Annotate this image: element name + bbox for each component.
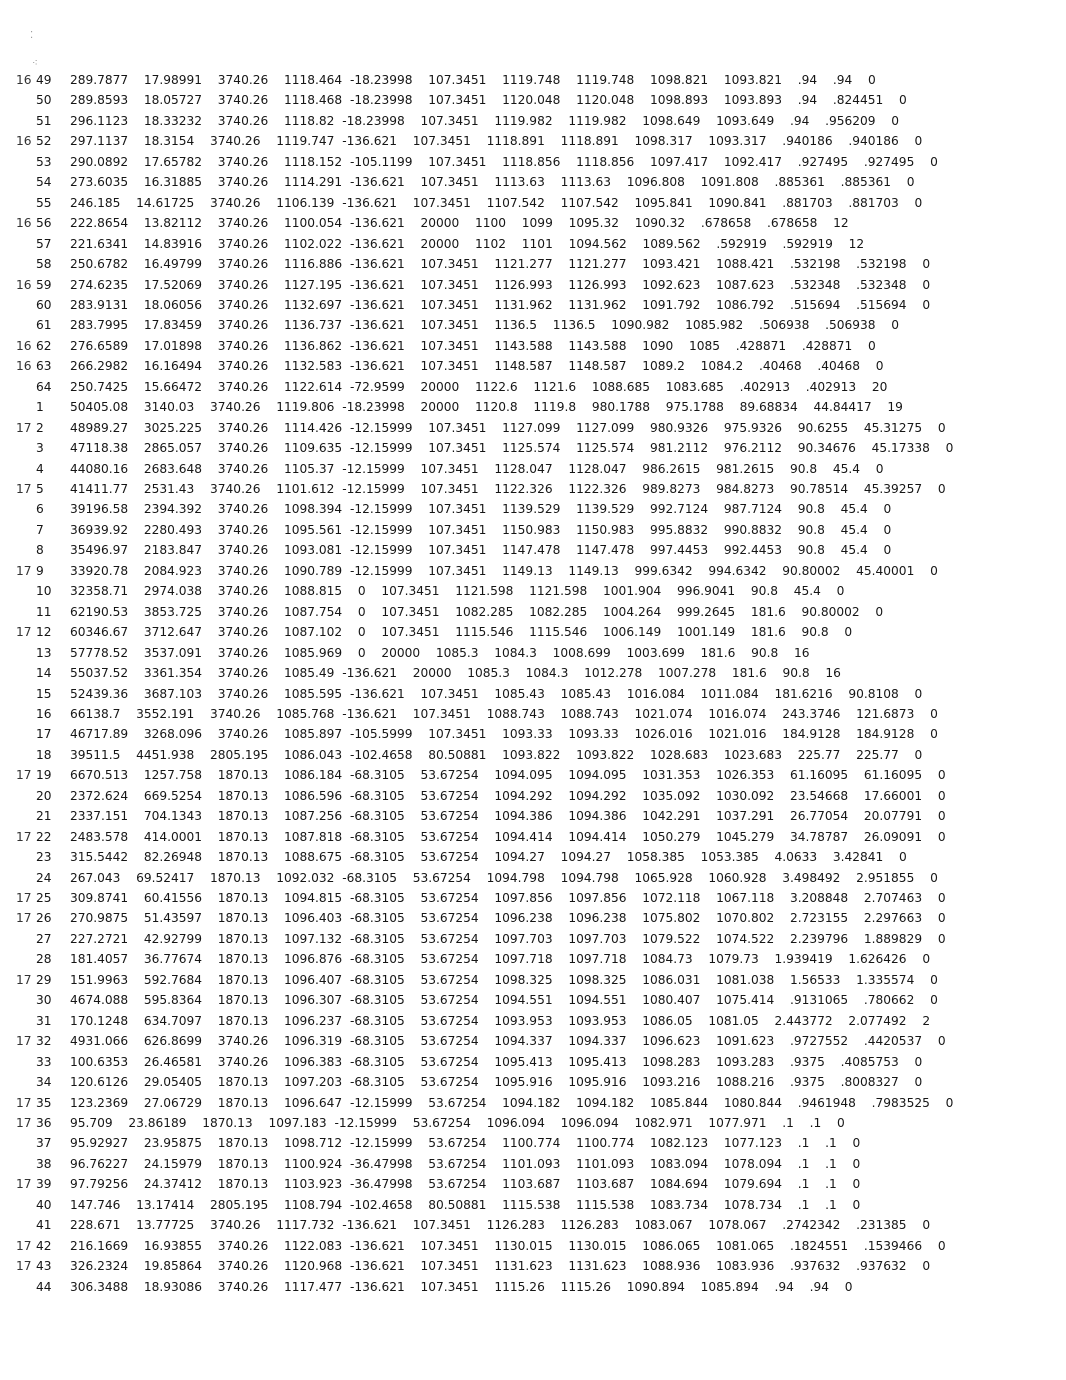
row-index: 4 xyxy=(36,461,44,476)
row-values: 47118.38 2865.057 3740.26 1109.635 -12.15999 107.3451 1125.574 1125.574 981.2112 976.2112 90.34676 45.17338 0 xyxy=(70,441,954,456)
row-index: 8 xyxy=(36,543,44,558)
row-index: 60 xyxy=(36,297,52,312)
row-values: 250.6782 16.49799 3740.26 1116.886 -136.621 107.3451 1121.277 1121.277 1093.421 1088.421 .532198 .532198 0 xyxy=(70,257,931,272)
row-values: 309.8741 60.41556 1870.13 1094.815 -68.3105 53.67254 1097.856 1097.856 1072.118 1067.118 3.208848 2.707463 0 xyxy=(70,891,946,905)
row-index: 37 xyxy=(36,1136,52,1151)
row-values: 44080.16 2683.648 3740.26 1105.37 -12.15999 107.3451 1128.047 1128.047 986.2615 981.2615 90.8 45.4 0 xyxy=(70,461,884,476)
row-group-number: 17 xyxy=(16,1177,32,1192)
row-index: 41 xyxy=(36,1218,52,1233)
scan-mark: ⁖ xyxy=(32,58,38,69)
row-values: 41411.77 2531.43 3740.26 1101.612 -12.15999 107.3451 1122.326 1122.326 989.8273 984.8273 90.78514 45.39257 0 xyxy=(70,482,946,496)
row-group-number: 17 xyxy=(16,482,32,496)
row-values: 290.0892 17.65782 3740.26 1118.152 -105.1199 107.3451 1118.856 1118.856 1097.417 1092.417 .927495 .927495 0 xyxy=(70,154,938,169)
row-index: 62 xyxy=(36,338,52,353)
row-values: 66138.7 3552.191 3740.26 1085.768 -136.621 107.3451 1088.743 1088.743 1021.074 1016.074 243.3746 121.6873 0 xyxy=(70,706,938,721)
row-index: 54 xyxy=(36,175,52,190)
row-values: 283.7995 17.83459 3740.26 1136.737 -136.621 107.3451 1136.5 1136.5 1090.982 1085.982 .506938 .506938 0 xyxy=(70,318,900,333)
row-values: 246.185 14.61725 3740.26 1106.139 -136.621 107.3451 1107.542 1107.542 1095.841 1090.841 .881703 .881703 0 xyxy=(70,195,923,210)
row-values: 267.043 69.52417 1870.13 1092.032 -68.3105 53.67254 1094.798 1094.798 1065.928 1060.928 3.498492 2.951855 0 xyxy=(70,870,938,885)
row-values: 2372.624 669.5254 1870.13 1086.596 -68.3105 53.67254 1094.292 1094.292 1035.092 1030.092 23.54668 17.66001 0 xyxy=(70,788,946,803)
row-values: 100.6353 26.46581 3740.26 1096.383 -68.3105 53.67254 1095.413 1095.413 1098.283 1093.283 .9375 .4085753 0 xyxy=(70,1054,923,1069)
row-values: 123.2369 27.06729 1870.13 1096.647 -12.15999 53.67254 1094.182 1094.182 1085.844 1080.844 .9461948 .7983525 0 xyxy=(70,1095,954,1110)
row-index: 19 xyxy=(36,768,52,783)
row-index: 33 xyxy=(36,1054,52,1069)
row-index: 36 xyxy=(36,1115,52,1130)
row-index: 15 xyxy=(36,686,52,701)
row-index: 61 xyxy=(36,318,52,333)
row-values: 97.79256 24.37412 1870.13 1103.923 -36.47998 53.67254 1103.687 1103.687 1084.694 1079.694 .1 .1 0 xyxy=(70,1177,861,1192)
row-values: 95.709 23.86189 1870.13 1097.183 -12.15999 53.67254 1096.094 1096.094 1082.971 1077.971 .1 .1 0 xyxy=(70,1115,845,1130)
row-index: 21 xyxy=(36,809,52,824)
row-index: 29 xyxy=(36,972,52,987)
row-index: 20 xyxy=(36,788,52,803)
row-values: 222.8654 13.82112 3740.26 1100.054 -136.621 20000 1100 1099 1095.32 1090.32 .678658 .678658 12 xyxy=(70,216,849,231)
row-group-number: 17 xyxy=(16,972,32,987)
scan-mark: ⁚ xyxy=(30,30,34,41)
row-index: 53 xyxy=(36,154,52,169)
row-values: 250.7425 15.66472 3740.26 1122.614 -72.9599 20000 1122.6 1121.6 1088.685 1083.685 .402913 .402913 20 xyxy=(70,379,888,394)
row-index: 10 xyxy=(36,584,52,599)
row-values: 39196.58 2394.392 3740.26 1098.394 -12.15999 107.3451 1139.529 1139.529 992.7124 987.7124 90.8 45.4 0 xyxy=(70,502,892,517)
row-values: 32358.71 2974.038 3740.26 1088.815 0 107.3451 1121.598 1121.598 1001.904 996.9041 90.8 45.4 0 xyxy=(70,584,845,599)
row-index: 64 xyxy=(36,379,52,394)
row-group-number: 16 xyxy=(16,73,32,87)
row-values: 4931.066 626.8699 3740.26 1096.319 -68.3105 53.67254 1094.337 1094.337 1096.623 1091.623 .9727552 .4420537 0 xyxy=(70,1034,946,1049)
row-index: 9 xyxy=(36,563,44,578)
row-values: 36939.92 2280.493 3740.26 1095.561 -12.15999 107.3451 1150.983 1150.983 995.8832 990.8832 90.8 45.4 0 xyxy=(70,522,892,537)
row-index: 49 xyxy=(36,73,52,87)
row-values: 55037.52 3361.354 3740.26 1085.49 -136.621 20000 1085.3 1084.3 1012.278 1007.278 181.6 90.8 16 xyxy=(70,666,841,681)
row-index: 31 xyxy=(36,1013,52,1028)
row-index: 55 xyxy=(36,195,52,210)
row-values: 326.2324 19.85864 3740.26 1120.968 -136.621 107.3451 1131.623 1131.623 1088.936 1083.936 .937632 .937632 0 xyxy=(70,1259,931,1274)
row-values: 2337.151 704.1343 1870.13 1087.256 -68.3105 53.67254 1094.386 1094.386 1042.291 1037.291 26.77054 20.07791 0 xyxy=(70,809,946,824)
row-group-number: 16 xyxy=(16,359,32,374)
row-index: 17 xyxy=(36,727,52,742)
row-group-number: 17 xyxy=(16,1115,32,1130)
row-index: 5 xyxy=(36,482,44,496)
row-index: 39 xyxy=(36,1177,52,1192)
row-values: 181.4057 36.77674 1870.13 1096.876 -68.3105 53.67254 1097.718 1097.718 1084.73 1079.73 1.939419 1.626426 0 xyxy=(70,952,931,967)
row-index: 32 xyxy=(36,1034,52,1049)
row-values: 273.6035 16.31885 3740.26 1114.291 -136.621 107.3451 1113.63 1113.63 1096.808 1091.808 .885361 .885361 0 xyxy=(70,175,915,190)
row-group-number: 17 xyxy=(16,1259,32,1274)
row-values: 283.9131 18.06056 3740.26 1132.697 -136.621 107.3451 1131.962 1131.962 1091.792 1086.792 .515694 .515694 0 xyxy=(70,297,931,312)
row-index: 50 xyxy=(36,93,52,108)
row-index: 13 xyxy=(36,645,52,660)
row-index: 52 xyxy=(36,134,52,149)
row-index: 2 xyxy=(36,420,44,435)
row-index: 16 xyxy=(36,706,52,721)
row-values: 50405.08 3140.03 3740.26 1119.806 -18.23998 20000 1120.8 1119.8 980.1788 975.1788 89.68834 44.84417 19 xyxy=(70,400,903,415)
row-index: 34 xyxy=(36,1075,52,1090)
row-values: 151.9963 592.7684 1870.13 1096.407 -68.3105 53.67254 1098.325 1098.325 1086.031 1081.038 1.56533 1.335574 0 xyxy=(70,972,938,987)
row-index: 14 xyxy=(36,666,52,681)
row-index: 63 xyxy=(36,359,52,374)
row-index: 1 xyxy=(36,400,44,415)
row-group-number: 17 xyxy=(16,420,32,435)
row-index: 43 xyxy=(36,1259,52,1274)
row-index: 23 xyxy=(36,850,52,865)
row-index: 26 xyxy=(36,911,52,926)
row-index: 25 xyxy=(36,891,52,905)
row-group-number: 17 xyxy=(16,563,32,578)
row-group-number: 17 xyxy=(16,911,32,926)
row-values: 48989.27 3025.225 3740.26 1114.426 -12.15999 107.3451 1127.099 1127.099 980.9326 975.9326 90.6255 45.31275 0 xyxy=(70,420,946,435)
row-values: 296.1123 18.33232 3740.26 1118.82 -18.23998 107.3451 1119.982 1119.982 1098.649 1093.649 .94 .956209 0 xyxy=(70,113,900,128)
row-values: 270.9875 51.43597 1870.13 1096.403 -68.3105 53.67254 1096.238 1096.238 1075.802 1070.802 2.723155 2.297663 0 xyxy=(70,911,946,926)
row-values: 297.1137 18.3154 3740.26 1119.747 -136.621 107.3451 1118.891 1118.891 1098.317 1093.317 .940186 .940186 0 xyxy=(70,134,923,149)
row-group-number: 17 xyxy=(16,1095,32,1110)
row-index: 44 xyxy=(36,1279,52,1294)
row-values: 39511.5 4451.938 2805.195 1086.043 -102.4658 80.50881 1093.822 1093.822 1028.683 1023.683 225.77 225.77 0 xyxy=(70,747,923,762)
row-values: 6670.513 1257.758 1870.13 1086.184 -68.3105 53.67254 1094.095 1094.095 1031.353 1026.353 61.16095 61.16095 0 xyxy=(70,768,946,783)
row-group-number: 17 xyxy=(16,1034,32,1049)
row-group-number: 16 xyxy=(16,277,32,292)
row-index: 35 xyxy=(36,1095,52,1110)
row-values: 274.6235 17.52069 3740.26 1127.195 -136.621 107.3451 1126.993 1126.993 1092.623 1087.623 .532348 .532348 0 xyxy=(70,277,931,292)
row-index: 58 xyxy=(36,257,52,272)
row-values: 62190.53 3853.725 3740.26 1087.754 0 107.3451 1082.285 1082.285 1004.264 999.2645 181.6 90.80002 0 xyxy=(70,604,884,619)
row-index: 18 xyxy=(36,747,52,762)
row-index: 6 xyxy=(36,502,44,517)
row-index: 27 xyxy=(36,931,52,946)
row-group-number: 17 xyxy=(16,768,32,783)
row-index: 56 xyxy=(36,216,52,231)
row-group-number: 16 xyxy=(16,338,32,353)
row-values: 46717.89 3268.096 3740.26 1085.897 -105.5999 107.3451 1093.33 1093.33 1026.016 1021.016 184.9128 184.9128 0 xyxy=(70,727,938,742)
row-index: 28 xyxy=(36,952,52,967)
row-values: 35496.97 2183.847 3740.26 1093.081 -12.15999 107.3451 1147.478 1147.478 997.4453 992.4453 90.8 45.4 0 xyxy=(70,543,892,558)
row-index: 59 xyxy=(36,277,52,292)
row-index: 3 xyxy=(36,441,44,456)
row-values: 216.1669 16.93855 3740.26 1122.083 -136.621 107.3451 1130.015 1130.015 1086.065 1081.065 .1824551 .1539466 0 xyxy=(70,1238,946,1253)
row-group-number: 17 xyxy=(16,891,32,905)
row-group-number: 16 xyxy=(16,216,32,231)
row-values: 4674.088 595.8364 1870.13 1096.307 -68.3105 53.67254 1094.551 1094.551 1080.407 1075.414 .9131065 .780662 0 xyxy=(70,993,938,1008)
row-index: 42 xyxy=(36,1238,52,1253)
row-values: 96.76227 24.15979 1870.13 1100.924 -36.47998 53.67254 1101.093 1101.093 1083.094 1078.094 .1 .1 0 xyxy=(70,1156,861,1171)
row-index: 12 xyxy=(36,625,52,640)
row-values: 289.7877 17.98991 3740.26 1118.464 -18.23998 107.3451 1119.748 1119.748 1098.821 1093.821 .94 .94 0 xyxy=(70,73,876,87)
row-index: 22 xyxy=(36,829,52,844)
row-values: 147.746 13.17414 2805.195 1108.794 -102.4658 80.50881 1115.538 1115.538 1083.734 1078.734 .1 .1 0 xyxy=(70,1197,861,1212)
row-index: 38 xyxy=(36,1156,52,1171)
row-values: 306.3488 18.93086 3740.26 1117.477 -136.621 107.3451 1115.26 1115.26 1090.894 1085.894 .94 .94 0 xyxy=(70,1279,853,1294)
row-values: 289.8593 18.05727 3740.26 1118.468 -18.23998 107.3451 1120.048 1120.048 1098.893 1093.893 .94 .824451 0 xyxy=(70,93,907,108)
row-values: 227.2721 42.92799 1870.13 1097.132 -68.3105 53.67254 1097.703 1097.703 1079.522 1074.522 2.239796 1.889829 0 xyxy=(70,931,946,946)
row-values: 33920.78 2084.923 3740.26 1090.789 -12.15999 107.3451 1149.13 1149.13 999.6342 994.6342 90.80002 45.40001 0 xyxy=(70,563,938,578)
row-group-number: 17 xyxy=(16,1238,32,1253)
row-values: 276.6589 17.01898 3740.26 1136.862 -136.621 107.3451 1143.588 1143.588 1090 1085 .428871 .428871 0 xyxy=(70,338,876,353)
row-values: 52439.36 3687.103 3740.26 1085.595 -136.621 107.3451 1085.43 1085.43 1016.084 1011.084 181.6216 90.8108 0 xyxy=(70,686,923,701)
row-values: 60346.67 3712.647 3740.26 1087.102 0 107.3451 1115.546 1115.546 1006.149 1001.149 181.6 90.8 0 xyxy=(70,625,853,640)
row-values: 57778.52 3537.091 3740.26 1085.969 0 20000 1085.3 1084.3 1008.699 1003.699 181.6 90.8 16 xyxy=(70,645,810,660)
row-group-number: 17 xyxy=(16,829,32,844)
row-index: 57 xyxy=(36,236,52,251)
row-index: 30 xyxy=(36,993,52,1008)
row-values: 266.2982 16.16494 3740.26 1132.583 -136.621 107.3451 1148.587 1148.587 1089.2 1084.2 .40468 .40468 0 xyxy=(70,359,884,374)
row-values: 170.1248 634.7097 1870.13 1096.237 -68.3105 53.67254 1093.953 1093.953 1086.05 1081.05 2.443772 2.077492 2 xyxy=(70,1013,931,1028)
row-index: 40 xyxy=(36,1197,52,1212)
row-values: 221.6341 14.83916 3740.26 1102.022 -136.621 20000 1102 1101 1094.562 1089.562 .592919 .592919 12 xyxy=(70,236,865,251)
row-index: 24 xyxy=(36,870,52,885)
row-values: 228.671 13.77725 3740.26 1117.732 -136.621 107.3451 1126.283 1126.283 1083.067 1078.067 .2742342 .231385 0 xyxy=(70,1218,931,1233)
row-values: 2483.578 414.0001 1870.13 1087.818 -68.3105 53.67254 1094.414 1094.414 1050.279 1045.279 34.78787 26.09091 0 xyxy=(70,829,946,844)
row-index: 51 xyxy=(36,113,52,128)
row-index: 7 xyxy=(36,522,44,537)
row-group-number: 17 xyxy=(16,625,32,640)
row-index: 11 xyxy=(36,604,52,619)
row-values: 95.92927 23.95875 1870.13 1098.712 -12.15999 53.67254 1100.774 1100.774 1082.123 1077.123 .1 .1 0 xyxy=(70,1136,861,1151)
row-values: 120.6126 29.05405 1870.13 1097.203 -68.3105 53.67254 1095.916 1095.916 1093.216 1088.216 .9375 .8008327 0 xyxy=(70,1075,923,1090)
row-values: 315.5442 82.26948 1870.13 1088.675 -68.3105 53.67254 1094.27 1094.27 1058.385 1053.385 4.0633 3.42841 0 xyxy=(70,850,907,865)
row-group-number: 16 xyxy=(16,134,32,149)
